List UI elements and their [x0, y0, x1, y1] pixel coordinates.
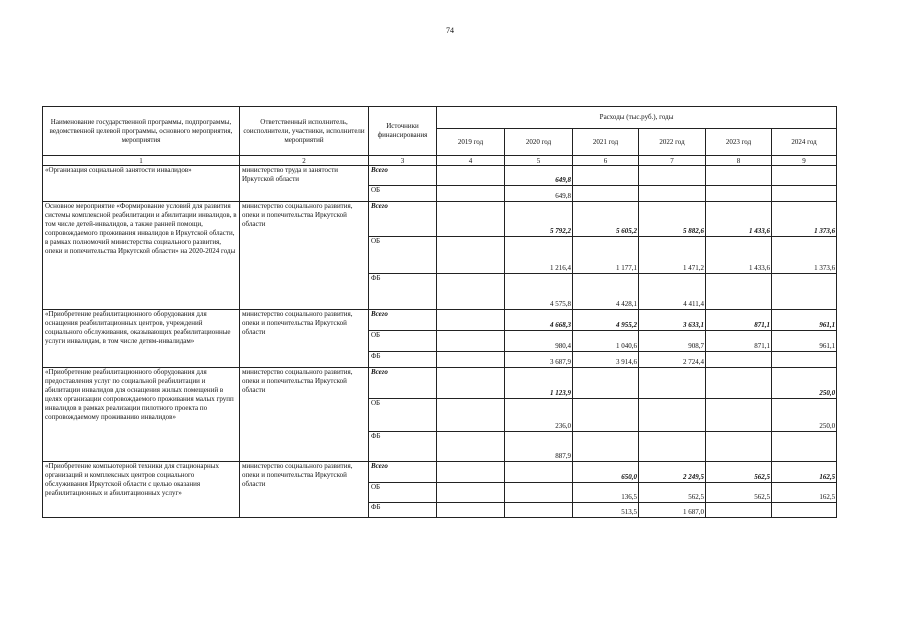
executor-name: министерство социального развития, опеки и попечительства Иркутской области	[240, 202, 369, 310]
expense-value: 1 040,6	[573, 331, 639, 352]
expense-value: 1 433,6	[706, 237, 772, 274]
expense-value	[437, 274, 505, 310]
expense-value: 1 687,0	[639, 503, 706, 518]
index-cell: 5	[505, 156, 573, 166]
expense-value: 650,0	[573, 462, 639, 483]
measure-name: «Организация социальной занятости инвалидов»	[43, 166, 240, 202]
expense-value	[573, 368, 639, 399]
expense-value: 562,5	[706, 483, 772, 503]
expense-value	[437, 503, 505, 518]
index-cell: 6	[573, 156, 639, 166]
executor-name: министерство социального развития, опеки и попечительства Иркутской области	[240, 310, 369, 368]
expense-value: 961,1	[772, 331, 837, 352]
header-year: 2022 год	[639, 129, 706, 156]
header-year: 2020 год	[505, 129, 573, 156]
expense-value	[639, 166, 706, 186]
index-cell: 7	[639, 156, 706, 166]
expense-value: 136,5	[573, 483, 639, 503]
expense-value	[639, 399, 706, 432]
index-cell: 1	[43, 156, 240, 166]
measure-name: «Приобретение реабилитационного оборудования для оснащения реабилитационных центров, учреждений социального обслуживания, оказывающих реабилитационные услуги инвалидам, в том числе детям-инвалидам»	[43, 310, 240, 368]
table-body	[43, 156, 837, 518]
expense-value: 3 914,6	[573, 352, 639, 368]
funding-source: Всего	[369, 202, 437, 237]
index-cell: 8	[706, 156, 772, 166]
expense-value: 2 249,5	[639, 462, 706, 483]
expense-value	[706, 352, 772, 368]
expense-value	[437, 331, 505, 352]
funding-source: ФБ	[369, 352, 437, 368]
expense-value	[437, 368, 505, 399]
expense-value: 871,1	[706, 310, 772, 331]
table-row	[43, 166, 837, 186]
funding-source: ОБ	[369, 237, 437, 274]
funding-source: Всего	[369, 462, 437, 483]
expense-value	[639, 432, 706, 462]
expense-value: 2 724,4	[639, 352, 706, 368]
funding-source: ОБ	[369, 483, 437, 503]
measure-name: Основное мероприятие «Формирование условий для развития системы комплексной реабилитации и абилитации инвалидов, в том числе детей-инвалидов, а также ранней помощи, сопровождаемого проживания инвалидов в Иркутской области, в рамках полномочий министерства социального развития, опеки и попечительства Иркутской области» на 2020-2024 годы	[43, 202, 240, 310]
funding-source: Всего	[369, 368, 437, 399]
expense-value	[437, 352, 505, 368]
header-source: Источники финансирования	[369, 107, 437, 156]
expense-value: 649,8	[505, 186, 573, 202]
expense-value: 250,0	[772, 399, 837, 432]
index-row	[43, 156, 837, 166]
funding-source: Всего	[369, 166, 437, 186]
funding-source: ОБ	[369, 399, 437, 432]
expense-value	[437, 166, 505, 186]
header-year: 2019 год	[437, 129, 505, 156]
header-expenses: Расходы (тыс.руб.), годы	[437, 107, 837, 129]
expense-value: 649,8	[505, 166, 573, 186]
funding-source: ОБ	[369, 186, 437, 202]
header-executor: Ответственный исполнитель, соисполнители, участники, исполнители мероприятий	[240, 107, 369, 156]
expense-value: 908,7	[639, 331, 706, 352]
expense-value	[706, 186, 772, 202]
expense-value	[505, 462, 573, 483]
expense-value: 562,5	[706, 462, 772, 483]
measure-name: «Приобретение реабилитационного оборудования для предоставления услуг по социальной реабилитации и абилитации инвалидов для оснащения жилых помещений в целях организации сопровождаемого проживания малых групп инвалидов в рамках реализации пилотного проекта по сопровождаемому проживанию инвалидов»	[43, 368, 240, 462]
header-year: 2021 год	[573, 129, 639, 156]
expense-value	[706, 432, 772, 462]
expense-value: 4 575,8	[505, 274, 573, 310]
expense-value: 1 373,6	[772, 202, 837, 237]
expense-value	[772, 166, 837, 186]
index-cell: 2	[240, 156, 369, 166]
table-row	[43, 462, 837, 483]
index-cell: 9	[772, 156, 837, 166]
expense-value	[772, 432, 837, 462]
expense-value	[639, 368, 706, 399]
expense-value	[772, 186, 837, 202]
expense-value: 1 123,9	[505, 368, 573, 399]
expense-value	[573, 166, 639, 186]
header-name: Наименование государственной программы, подпрограммы, ведомственной целевой программы, основного мероприятия, мероприятия	[43, 107, 240, 156]
expense-value: 1 216,4	[505, 237, 573, 274]
funding-source: ОБ	[369, 331, 437, 352]
expense-value	[437, 202, 505, 237]
expense-value: 5 882,6	[639, 202, 706, 237]
expense-value: 562,5	[639, 483, 706, 503]
funding-source: ФБ	[369, 503, 437, 518]
page-number: 74	[446, 26, 454, 35]
expense-value	[437, 462, 505, 483]
expense-value: 5 792,2	[505, 202, 573, 237]
expense-value	[573, 186, 639, 202]
expense-value: 4 428,1	[573, 274, 639, 310]
index-cell: 3	[369, 156, 437, 166]
expense-value	[573, 432, 639, 462]
expense-value: 236,0	[505, 399, 573, 432]
expense-value	[706, 274, 772, 310]
expense-value	[437, 237, 505, 274]
expense-value	[437, 310, 505, 331]
index-cell: 4	[437, 156, 505, 166]
expense-value: 961,1	[772, 310, 837, 331]
expense-value: 887,9	[505, 432, 573, 462]
expense-value	[772, 352, 837, 368]
expense-value	[573, 399, 639, 432]
table-row	[43, 310, 837, 331]
expense-value	[639, 186, 706, 202]
expense-value: 980,4	[505, 331, 573, 352]
expense-value: 250,0	[772, 368, 837, 399]
expense-value: 1 177,1	[573, 237, 639, 274]
funding-source: ФБ	[369, 432, 437, 462]
expense-value: 4 411,4	[639, 274, 706, 310]
expense-value	[772, 274, 837, 310]
executor-name: министерство труда и занятости Иркутской области	[240, 166, 369, 202]
expense-value: 162,5	[772, 483, 837, 503]
expense-value: 1 373,6	[772, 237, 837, 274]
table-row	[43, 202, 837, 237]
header-year: 2023 год	[706, 129, 772, 156]
executor-name: министерство социального развития, опеки и попечительства Иркутской области	[240, 462, 369, 518]
header-year: 2024 год	[772, 129, 837, 156]
expense-value	[772, 503, 837, 518]
expense-value	[505, 483, 573, 503]
expense-value: 3 633,1	[639, 310, 706, 331]
expense-value: 1 471,2	[639, 237, 706, 274]
expense-value: 513,5	[573, 503, 639, 518]
expense-value: 162,5	[772, 462, 837, 483]
expense-value: 5 605,2	[573, 202, 639, 237]
table-row	[43, 368, 837, 399]
measure-name: «Приобретение компьютерной техники для стационарных организаций и комплексных центров социального обслуживания Иркутской области с целью оказания реабилитационных и абилитационных услуг»	[43, 462, 240, 518]
funding-source: ФБ	[369, 274, 437, 310]
expense-value	[437, 399, 505, 432]
expenses-table	[42, 106, 837, 518]
funding-source: Всего	[369, 310, 437, 331]
expense-value: 4 955,2	[573, 310, 639, 331]
expense-value: 3 687,9	[505, 352, 573, 368]
expense-value	[706, 399, 772, 432]
executor-name: министерство социального развития, опеки и попечительства Иркутской области	[240, 368, 369, 462]
expense-value	[706, 166, 772, 186]
expense-value: 1 433,6	[706, 202, 772, 237]
expense-value	[706, 368, 772, 399]
expense-value	[437, 186, 505, 202]
expense-value	[505, 503, 573, 518]
expense-value	[437, 483, 505, 503]
expense-value: 871,1	[706, 331, 772, 352]
expense-value: 4 668,3	[505, 310, 573, 331]
expense-value	[437, 432, 505, 462]
expense-value	[706, 503, 772, 518]
